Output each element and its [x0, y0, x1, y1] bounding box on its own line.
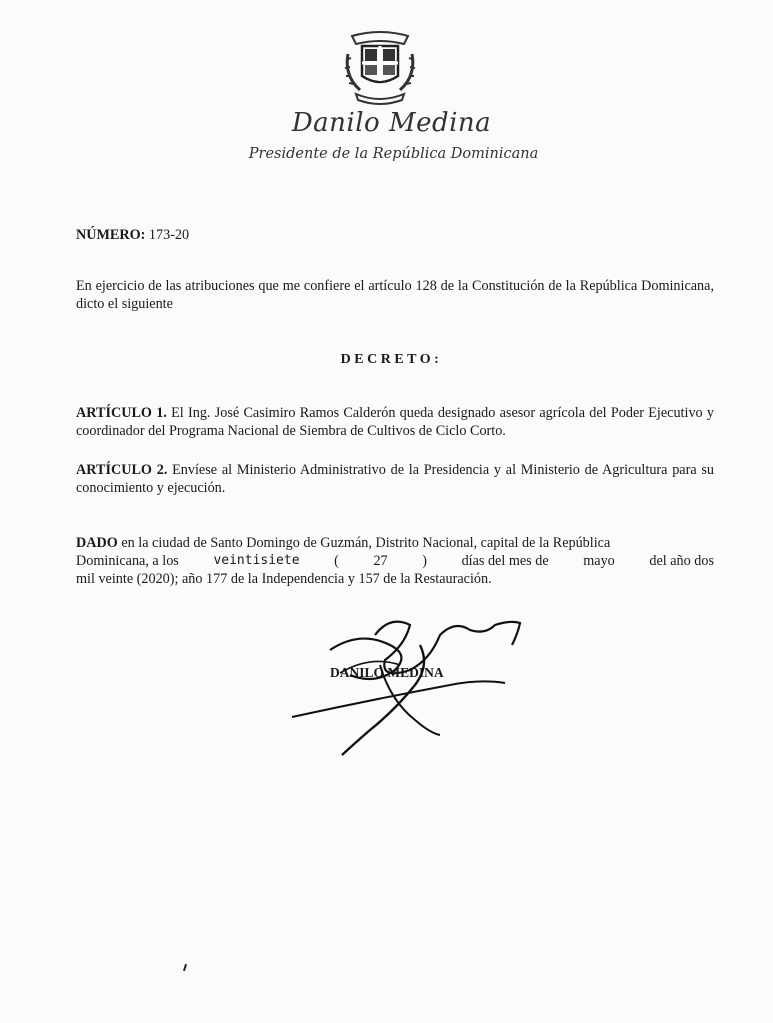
- paper-speck: [183, 964, 187, 971]
- del-ano: del año dos: [649, 553, 714, 569]
- month: mayo: [583, 553, 615, 569]
- article-2-label: ARTÍCULO 2.: [76, 462, 168, 478]
- intro-paragraph: En ejercicio de las atribuciones que me confiere el artículo 128 de la Constitución de la República Dominicana, dicto el siguiente: [76, 278, 714, 312]
- decree-number: [76, 226, 714, 244]
- day-paren-open: (: [334, 553, 339, 569]
- letterhead-name: Danilo Medina: [291, 108, 492, 138]
- decree-heading: DECRETO:: [340, 352, 443, 367]
- dado-a-los: Dominicana, a los: [76, 553, 179, 569]
- signature-printed-name: DANILO MEDINA: [330, 665, 444, 680]
- mes-text: días del mes de: [461, 553, 549, 569]
- article-1-text: El Ing. José Casimiro Ramos Calderón queda designado asesor agrícola del Poder Ejecutivo y coordinador del Programa Nacional de Siembra de Cultivos de Ciclo Corto.: [76, 405, 714, 439]
- letterhead-title: Presidente de la República Dominicana: [248, 146, 539, 162]
- dado-line-1-text: en la ciudad de Santo Domingo de Guzmán, Distrito Nacional, capital de la República: [117, 535, 611, 551]
- article-2: [76, 461, 714, 497]
- day-paren-close: ): [422, 553, 427, 569]
- decree-number-value: 173-20: [145, 227, 190, 243]
- article-1: [76, 404, 714, 440]
- decree-number-label: NÚMERO:: [76, 227, 146, 243]
- article-1-label: ARTÍCULO 1.: [76, 405, 167, 421]
- dado-line-3: mil veinte (2020); año 177 de la Independencia y 157 de la Restauración.: [76, 571, 492, 587]
- dado-line-2: [76, 552, 714, 570]
- day-number: 27: [373, 553, 388, 569]
- handwritten-signature: [280, 605, 540, 765]
- dado-paragraph: [76, 534, 714, 588]
- day-words: veintisiete: [213, 553, 300, 568]
- article-2-text: Envíese al Ministerio Administrativo de la Presidencia y al Ministerio de Agricultura para su conocimiento y ejecución.: [76, 462, 714, 496]
- dado-label: DADO: [76, 535, 118, 551]
- dominican-coat-of-arms-icon: [338, 26, 422, 110]
- dado-line-1: [76, 534, 714, 552]
